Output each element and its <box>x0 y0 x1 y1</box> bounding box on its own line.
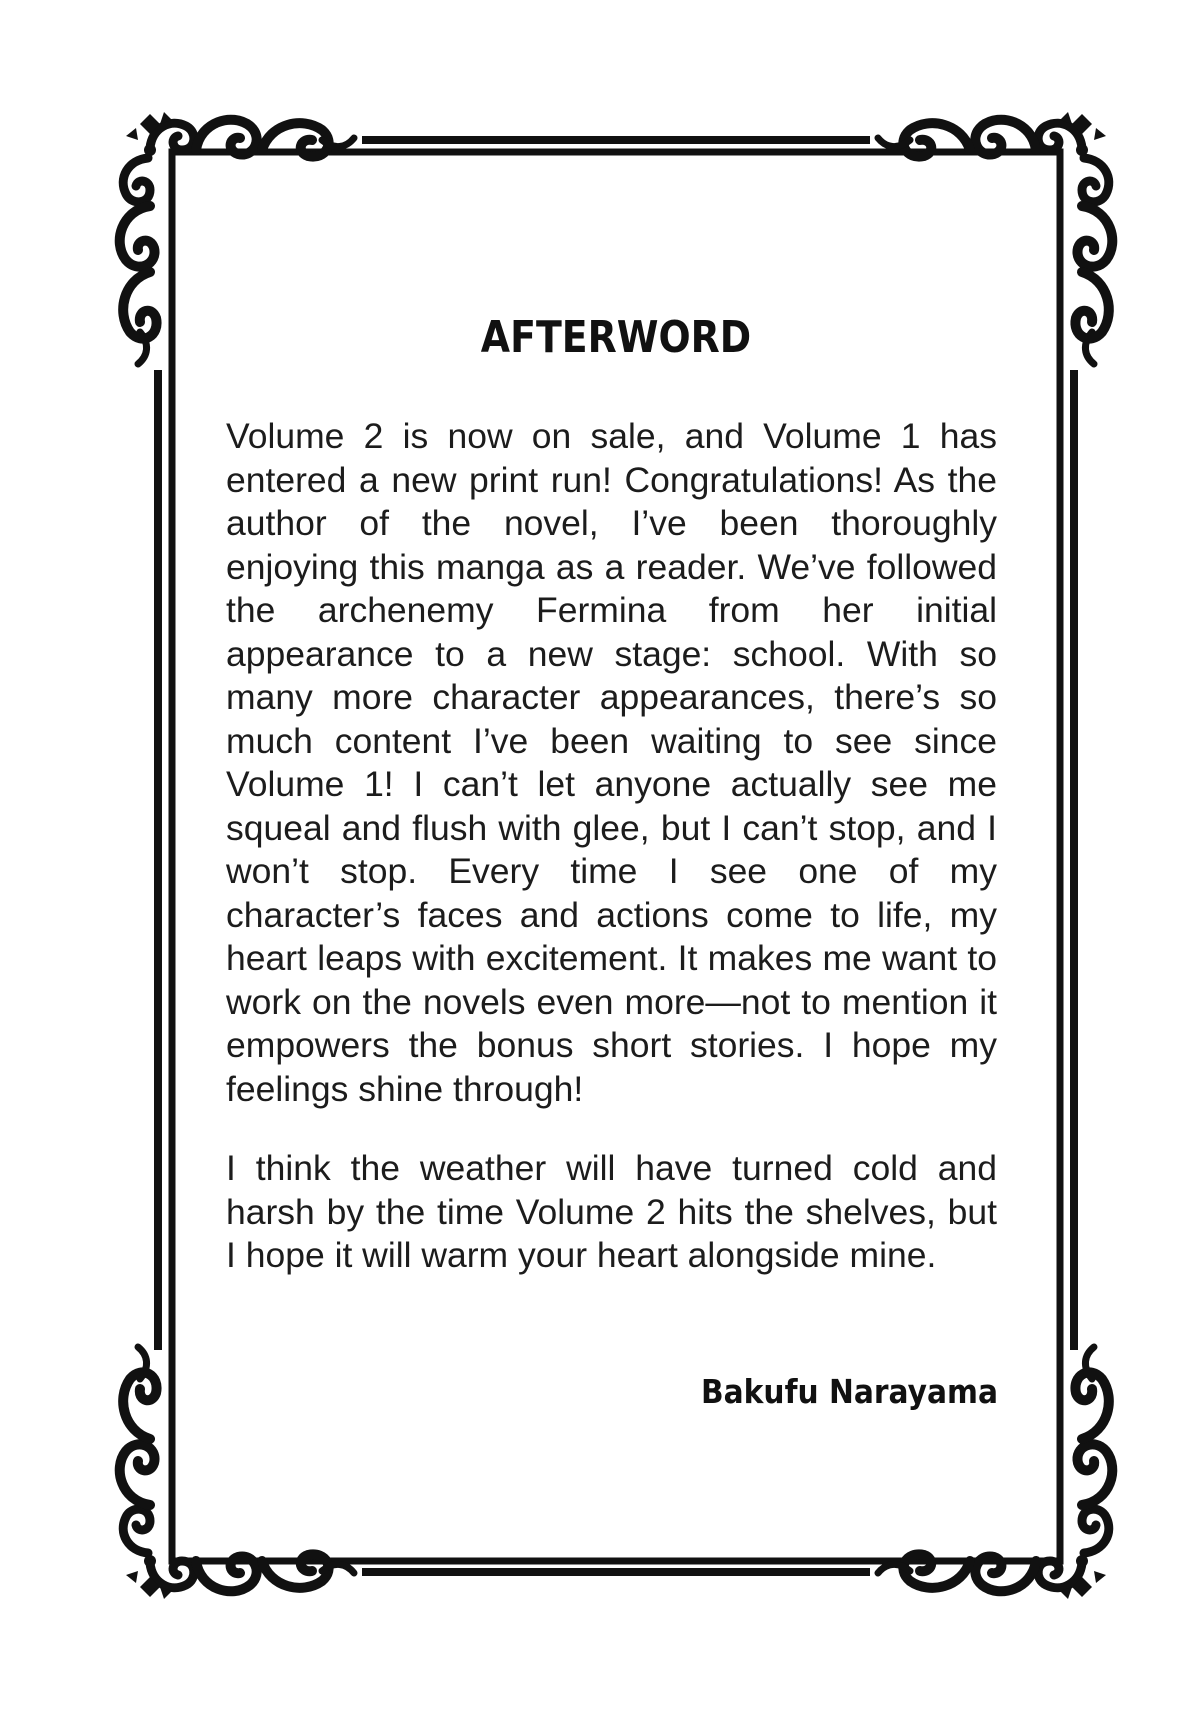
page-title: AFTERWORD <box>480 312 752 363</box>
body-paragraph: Volume 2 is now on sale, and Volume 1 has entered a new print run! Congratulations! As the author of the novel, I’ve been thoroughly enjoying this manga as a reader. We’ve followed the archenemy Fermina from her initial appearance to a new stage: school. With so many more character appearances, there’s so much content I’ve been waiting to see since Volume 1! I can’t let anyone actually see me squeal and flush with glee, but I can’t stop, and I won’t stop. Every time I see one of my character’s faces and actions come to life, my heart leaps with excitement. It makes me want to work on the novels even more—not to mention it empowers the bonus short stories. I hope my feelings shine through! <box>226 416 997 1109</box>
author-signature: Bakufu Narayama <box>700 1372 998 1411</box>
text-panel <box>184 162 1048 1551</box>
body-paragraph: I think the weather will have turned cold and harsh by the time Volume 2 hits the shelves, but I hope it will warm your heart alongside mine. <box>226 1148 997 1275</box>
